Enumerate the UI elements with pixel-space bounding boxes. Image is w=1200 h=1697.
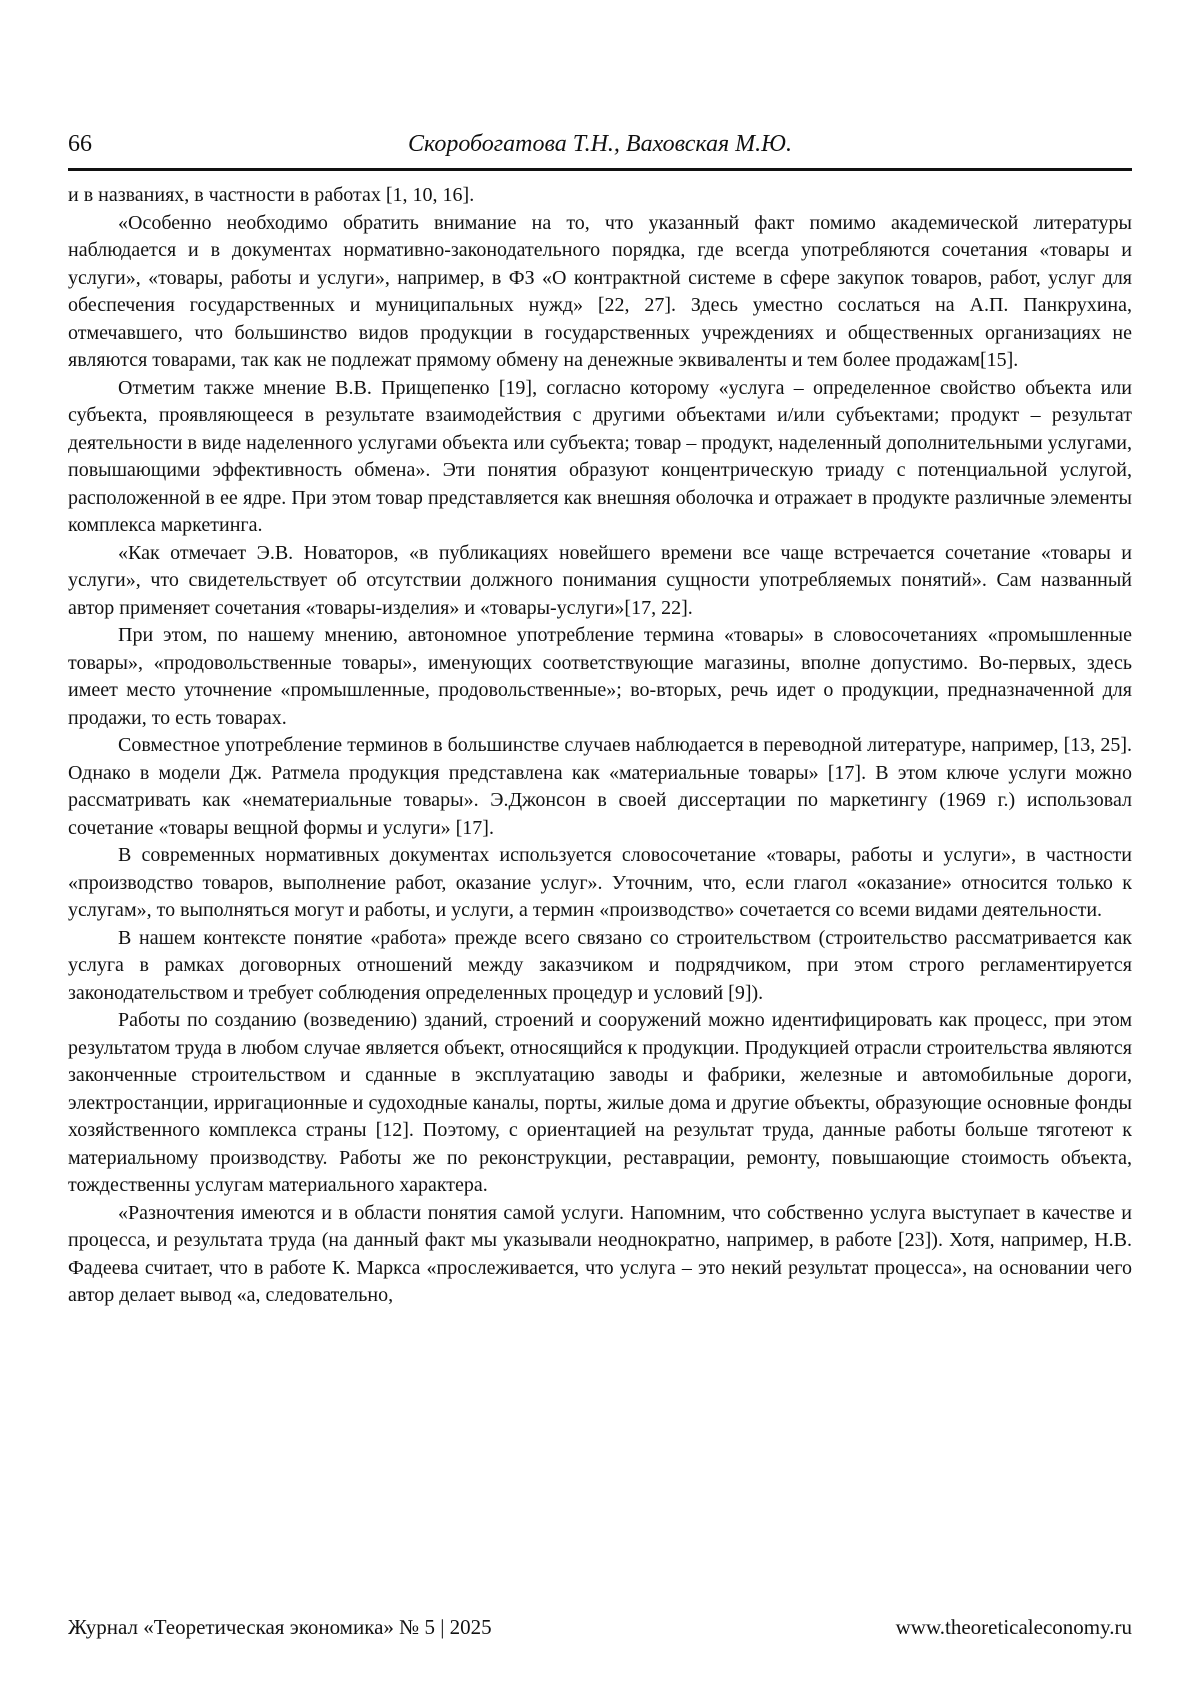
running-head-authors: Скоробогатова Т.Н., Ваховская М.Ю.: [408, 131, 792, 157]
footer-website-url: www.theoreticaleconomy.ru: [895, 1615, 1132, 1639]
page-number: 66: [68, 131, 92, 157]
paragraph: В нашем контексте понятие «работа» прежде всего связано со строительством (строительство рассматривается как услуга в рамках договорных отношений между заказчиком и подрядчиком, при этом строго регламентируется законодательством и требует соблюдения определенных процедур и условий [9]).: [68, 926, 1132, 1004]
running-head: [68, 128, 1132, 164]
paragraph: При этом, по нашему мнению, автономное употребление термина «товары» в словосочетаниях «промышленные товары», «продовольственные товары», именующих соответствующие магазины, вполне допустимо. Во-первых, здесь имеет место уточнение «промышленные, продовольственные»; во-вторых, речь идет о продукции, предназначенной для продажи, то есть товарах.: [68, 624, 1132, 729]
paragraph: Отметим также мнение В.В. Прищепенко [19], согласно которому «услуга – определенное свойство объекта или субъекта, проявляющееся в результате взаимодействия с другими объектами и/или субъектами; продукт – результат деятельности в виде наделенного услугами объекта или субъекта; товар – продукт, наделенный дополнительными услугами, повышающими эффективность обмена». Эти понятия образуют концентрическую триаду с потенциальной услугой, расположенной в ее ядре. При этом товар представляется как внешняя оболочка и отражает в продукте различные элементы комплекса маркетинга.: [68, 376, 1132, 536]
paragraph: Работы по созданию (возведению) зданий, строений и сооружений можно идентифицировать как процесс, при этом результатом труда в любом случае является объект, относящийся к продукции. Продукцией отрасли строительства являются законченные строительством и сданные в эксплуатацию заводы и фабрики, железные и автомобильные дороги, электростанции, ирригационные и судоходные каналы, порты, жилые дома и другие объекты, образующие основные фонды хозяйственного комплекса страны [12]. Поэтому, с ориентацией на результат труда, данные работы больше тяготеют к материальному производству. Работы же по реконструкции, реставрации, ремонту, повышающие стоимость объекта, тождественны услугам материального характера.: [68, 1009, 1132, 1196]
page-footer: [68, 1613, 1132, 1641]
paragraph: Совместное употребление терминов в большинстве случаев наблюдается в переводной литературе, например, [13, 25]. Однако в модели Дж. Ратмела продукция представлена как «материальные товары» [17]. В этом ключе услуги можно рассматривать как «нематериальные товары». Э.Джонсон в своей диссертации по маркетингу (1969 г.) использовал сочетание «товары вещной формы и услуги» [17].: [68, 734, 1132, 839]
footer-journal-title: Журнал «Теоретическая экономика» № 5 | 2025: [68, 1615, 492, 1639]
paragraph: «Как отмечает Э.В. Новаторов, «в публикациях новейшего времени все чаще встречается сочетание «товары и услуги», что свидетельствует об отсутствии должного понимания сущности употребляемых понятий». Сам названный автор применяет сочетания «товары-изделия» и «товары-услуги»[17, 22].: [68, 541, 1132, 619]
article-body: [68, 182, 1132, 1310]
paragraph: «Разночтения имеются и в области понятия самой услуги. Напомним, что собственно услуга выступает в качестве и процесса, и результата труда (на данный факт мы указывали неоднократно, например, в работе [23]). Хотя, например, Н.В. Фадеева считает, что в работе К. Маркса «прослеживается, что услуга – это некий результат процесса», на основании чего автор делает вывод «а, следовательно,: [68, 1201, 1132, 1306]
paragraph: В современных нормативных документах используется словосочетание «товары, работы и услуги», в частности «производство товаров, выполнение работ, оказание услуг». Уточним, что, если глагол «оказание» относится только к услугам», то выполняться могут и работы, и услуги, а термин «производство» сочетается со всеми видами деятельности.: [68, 844, 1132, 921]
paragraph: и в названиях, в частности в работах [1, 10, 16].: [68, 184, 475, 206]
header-rule: [68, 168, 1132, 171]
paragraph: «Особенно необходимо обратить внимание на то, что указанный факт помимо академической литературы наблюдается и в документах нормативно-законодательного порядка, где всегда употребляются сочетания «товары и услуги», «товары, работы и услуги», например, в ФЗ «О контрактной системе в сфере закупок товаров, работ, услуг для обеспечения государственных и муниципальных нужд» [22, 27]. Здесь уместно сослаться на А.П. Панкрухина, отмечавшего, что большинство видов продукции в государственных учреждениях и общественных организациях не являются товарами, так как не подлежат прямому обмену на денежные эквиваленты и тем более продажам[15].: [68, 211, 1132, 371]
